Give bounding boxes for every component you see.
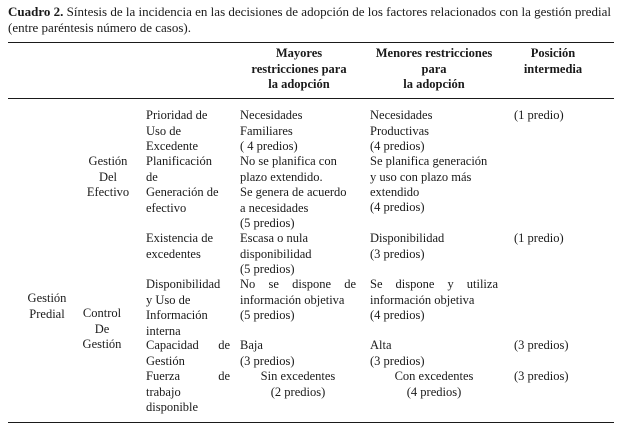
row-4-intermedia	[514, 231, 604, 247]
bottom-rule	[8, 422, 614, 423]
cell-line: (3 predios)	[514, 338, 569, 352]
cell-line: Capacidad de	[146, 338, 230, 352]
row-6-intermedia	[514, 338, 604, 354]
row-1-menores	[370, 108, 504, 155]
row-7-factor	[146, 369, 230, 416]
cell-line: Necesidades	[370, 108, 433, 122]
cell-line: No se dispone de	[240, 277, 356, 291]
cell-line: trabajo	[146, 384, 181, 399]
caption-label: Cuadro 2.	[8, 4, 64, 19]
header-menores-line: la adopción	[403, 77, 465, 91]
row-3-mayores	[240, 185, 360, 232]
cell-line: Planificación	[146, 154, 212, 168]
table-caption	[8, 4, 614, 36]
caption-text: Síntesis de la incidencia en las decisiones de adopción de los factores relacionados con la gestión predial (entre paréntesis número de casos).	[8, 4, 612, 35]
group-label-line: Gestión	[27, 291, 67, 305]
header-intermedia-line: Posición	[530, 46, 576, 60]
group-gestion-efectivo	[82, 154, 134, 201]
cell-line: (4 predios)	[370, 200, 425, 214]
group-label-line: Control	[82, 306, 122, 320]
row-6-menores	[370, 338, 504, 369]
row-7-menores	[370, 369, 498, 400]
row-6-factor	[146, 338, 230, 369]
group-control-gestion	[78, 306, 126, 353]
row-2-factor	[146, 154, 234, 185]
cell-line: (2 predios)	[270, 384, 326, 399]
cell-line: Prioridad de	[146, 108, 208, 122]
group-label-line: Predial	[29, 306, 65, 321]
header-menores-line: Menores restricciones	[375, 46, 493, 60]
header-menores	[366, 46, 502, 93]
cell-line: Productivas	[370, 123, 430, 138]
cell-line: Información	[146, 308, 208, 322]
cell-line: Sin excedentes	[260, 369, 336, 383]
header-menores-line: para	[421, 61, 447, 76]
cell-line: Excedente	[146, 139, 199, 153]
cell-line: Uso de	[146, 123, 182, 138]
header-mayores-line: restricciones para	[251, 61, 347, 76]
cell-line: Escasa o nula	[240, 231, 309, 245]
cell-line: Necesidades	[240, 108, 303, 122]
cell-line: y Uso de	[146, 292, 191, 307]
header-rule	[8, 98, 614, 99]
cell-line: (4 predios)	[370, 139, 425, 153]
cell-line: efectivo	[146, 200, 187, 215]
cell-line: información objetiva	[370, 292, 475, 307]
cell-line: Gestión	[146, 353, 185, 368]
cell-line: Se dispone y utiliza	[370, 277, 498, 291]
cell-line: Familiares	[240, 123, 293, 138]
row-1-intermedia	[514, 108, 604, 124]
cell-line: Alta	[370, 338, 392, 352]
group-gestion-predial	[18, 291, 76, 322]
cell-line: disponibilidad	[240, 246, 312, 261]
cell-line: a necesidades	[240, 200, 309, 215]
row-5-menores	[370, 277, 498, 324]
cell-line: Disponibilidad	[370, 231, 445, 245]
cell-line: Baja	[240, 338, 263, 352]
cell-line: información objetiva	[240, 292, 345, 307]
row-4-mayores	[240, 231, 360, 278]
row-1-factor	[146, 108, 234, 155]
cell-line: (3 predios)	[370, 353, 425, 368]
row-4-menores	[370, 231, 504, 262]
row-5-mayores	[240, 277, 356, 324]
cell-line: excedentes	[146, 246, 201, 261]
cell-line: (5 predios)	[240, 262, 295, 276]
row-5-factor	[146, 277, 234, 339]
group-label-line: Efectivo	[86, 185, 130, 199]
header-intermedia	[510, 46, 596, 77]
cell-line: Fuerza de	[146, 369, 230, 383]
group-label-line: Gestión	[88, 154, 128, 168]
cell-line: ( 4 predios)	[240, 139, 298, 153]
cell-line: Se genera de acuerdo	[240, 185, 347, 199]
cell-line: extendido	[370, 185, 420, 199]
cell-line: de	[146, 169, 158, 184]
cell-line: plazo extendido.	[240, 169, 323, 184]
group-label-line: Del	[98, 169, 118, 184]
cell-line: (4 predios)	[406, 384, 462, 399]
cell-line: (3 predios)	[370, 246, 425, 261]
cell-line: (3 predios)	[240, 353, 295, 368]
cell-line: (1 predio)	[514, 231, 564, 245]
cell-line: Se planifica generación	[370, 154, 488, 168]
row-3-factor	[146, 185, 234, 216]
cell-line: (5 predios)	[240, 308, 295, 322]
cell-line: (4 predios)	[370, 308, 425, 322]
header-intermedia-line: intermedia	[523, 61, 583, 76]
cell-line: Generación de	[146, 185, 219, 199]
header-mayores	[238, 46, 360, 93]
top-rule	[8, 42, 614, 43]
row-2-menores	[370, 154, 504, 201]
cell-line: Con excedentes	[394, 369, 474, 383]
group-label-line: Gestión	[82, 337, 122, 351]
cell-line: No se planifica con	[240, 154, 337, 168]
row-3-menores	[370, 200, 504, 216]
row-6-mayores	[240, 338, 360, 369]
cell-line: Existencia de	[146, 231, 213, 245]
row-7-intermedia	[514, 369, 604, 385]
cell-line: (5 predios)	[240, 216, 295, 230]
cell-line: (1 predio)	[514, 108, 564, 122]
header-mayores-line: Mayores	[275, 46, 323, 60]
group-label-line: De	[94, 321, 110, 336]
row-1-mayores	[240, 108, 360, 155]
row-2-mayores	[240, 154, 360, 185]
cell-line: y uso con plazo más	[370, 169, 472, 184]
cell-line: disponible	[146, 400, 199, 414]
row-7-mayores	[240, 369, 356, 400]
cell-line: (3 predios)	[514, 369, 569, 383]
header-mayores-line: la adopción	[268, 77, 330, 91]
cell-line: Disponibilidad	[146, 277, 221, 291]
row-4-factor	[146, 231, 234, 262]
cell-line: interna	[146, 323, 181, 338]
